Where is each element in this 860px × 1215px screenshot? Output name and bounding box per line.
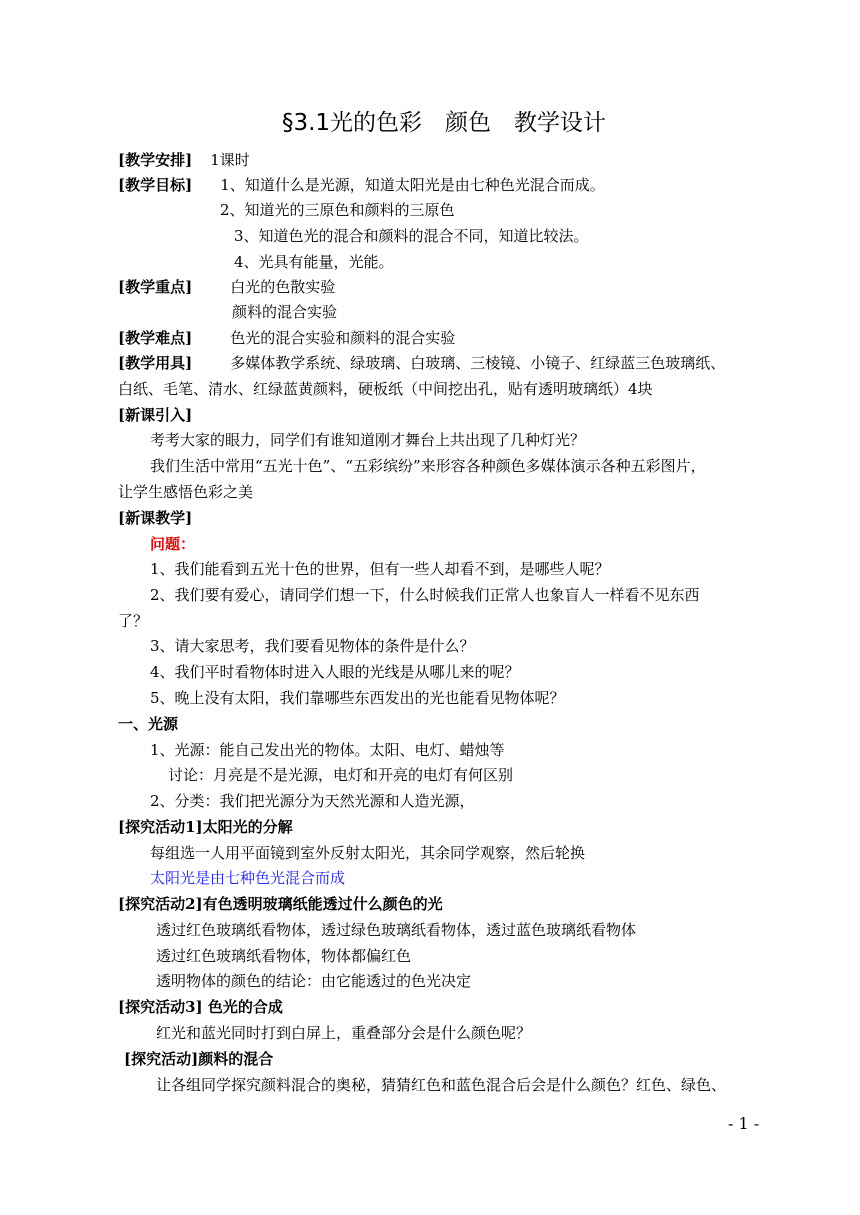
objectives-label: [教学目标]	[118, 176, 193, 194]
intro-paragraph: 让学生感悟色彩之美	[118, 483, 254, 501]
intro-heading: [新课引入]	[118, 406, 193, 424]
activity1-conclusion: 太阳光是由七种色光混合而成	[150, 869, 346, 887]
arrangement-value: 1课时	[210, 151, 250, 169]
activity2-line: 透过红色玻璃纸看物体，透过绿色玻璃纸看物体，透过蓝色玻璃纸看物体	[156, 921, 637, 939]
activity1-line: 每组选一人用平面镜到室外反射太阳光，其余同学观察，然后轮换	[150, 844, 586, 862]
question-item: 2、我们要有爱心，请同学们想一下，什么时候我们正常人也象盲人一样看不见东西	[150, 586, 700, 604]
difficulties-row	[118, 328, 455, 348]
tools-label: [教学用具]	[118, 354, 193, 372]
question-item: 了？	[118, 612, 149, 630]
activity2-line: 透过红色玻璃纸看物体，物体都偏红色	[156, 947, 412, 965]
key-points-label: [教学重点]	[118, 278, 193, 296]
intro-paragraph: 考考大家的眼力，同学们有谁知道刚才舞台上共出现了几种灯光？	[150, 431, 586, 449]
section-line: 2、分类：我们把光源分为天然光源和人造光源，	[150, 792, 475, 810]
activity4-line: 让各组同学探究颜料混合的奥秘，猜猜红色和蓝色混合后会是什么颜色？红色、绿色、	[156, 1076, 727, 1094]
difficulties-label: [教学难点]	[118, 329, 193, 347]
difficulties-value: 色光的混合实验和颜料的混合实验	[230, 329, 456, 347]
document-title: §3.1光的色彩 颜色 教学设计	[281, 110, 607, 136]
arrangement-label: [教学安排]	[118, 151, 193, 169]
section-line: 1、光源：能自己发出光的物体。太阳、电灯、蜡烛等	[150, 741, 505, 759]
page-number: - 1 -	[728, 1114, 760, 1133]
section-line: 讨论：月亮是不是光源，电灯和开亮的电灯有何区别	[168, 766, 514, 784]
activity1-heading: [探究活动1]太阳光的分解	[118, 818, 293, 836]
intro-paragraph: 我们生活中常用“五光十色”、“五彩缤纷”来形容各种颜色多媒体演示各种五彩图片，	[150, 457, 706, 475]
question-item: 1、我们能看到五光十色的世界，但有一些人却看不到，是哪些人呢？	[150, 560, 610, 578]
key-point-item: 颜料的混合实验	[232, 303, 338, 321]
activity3-heading: [探究活动3] 色光的合成	[118, 998, 283, 1016]
key-points-row	[118, 277, 335, 297]
objective-item: 3、知道色光的混合和颜料的混合不同，知道比较法。	[234, 227, 589, 245]
activity2-heading: [探究活动2]有色透明玻璃纸能透过什么颜色的光	[118, 895, 443, 913]
objective-item: 2、知道光的三原色和颜料的三原色	[220, 201, 455, 219]
objectives-row	[118, 175, 605, 195]
question-item: 3、请大家思考，我们要看见物体的条件是什么？	[150, 637, 475, 655]
section-heading: 一、光源	[118, 715, 179, 733]
teaching-heading: [新课教学]	[118, 509, 193, 527]
question-item: 4、我们平时看物体时进入人眼的光线是从哪儿来的呢？	[150, 663, 520, 681]
activity2-line: 透明物体的颜色的结论：由它能透过的色光决定	[156, 972, 472, 990]
tools-line: 多媒体教学系统、绿玻璃、白玻璃、三棱镜、小镜子、红绿蓝三色玻璃纸、	[230, 354, 726, 372]
activity3-line: 红光和蓝光同时打到白屏上，重叠部分会是什么颜色呢？	[156, 1024, 532, 1042]
tools-row	[118, 353, 725, 373]
question-label: 问题：	[150, 535, 196, 553]
objective-item: 1、知道什么是光源，知道太阳光是由七种色光混合而成。	[220, 176, 605, 194]
tools-line: 白纸、毛笔、清水、红绿蓝黄颜料，硬板纸（中间挖出孔，贴有透明玻璃纸）4块	[118, 380, 653, 398]
activity4-heading: [探究活动]颜料的混合	[124, 1050, 274, 1068]
arrangement-row	[118, 150, 250, 170]
objective-item: 4、光具有能量，光能。	[234, 253, 394, 271]
question-item: 5、晚上没有太阳，我们靠哪些东西发出的光也能看见物体呢？	[150, 689, 565, 707]
key-point-item: 白光的色散实验	[230, 278, 336, 296]
